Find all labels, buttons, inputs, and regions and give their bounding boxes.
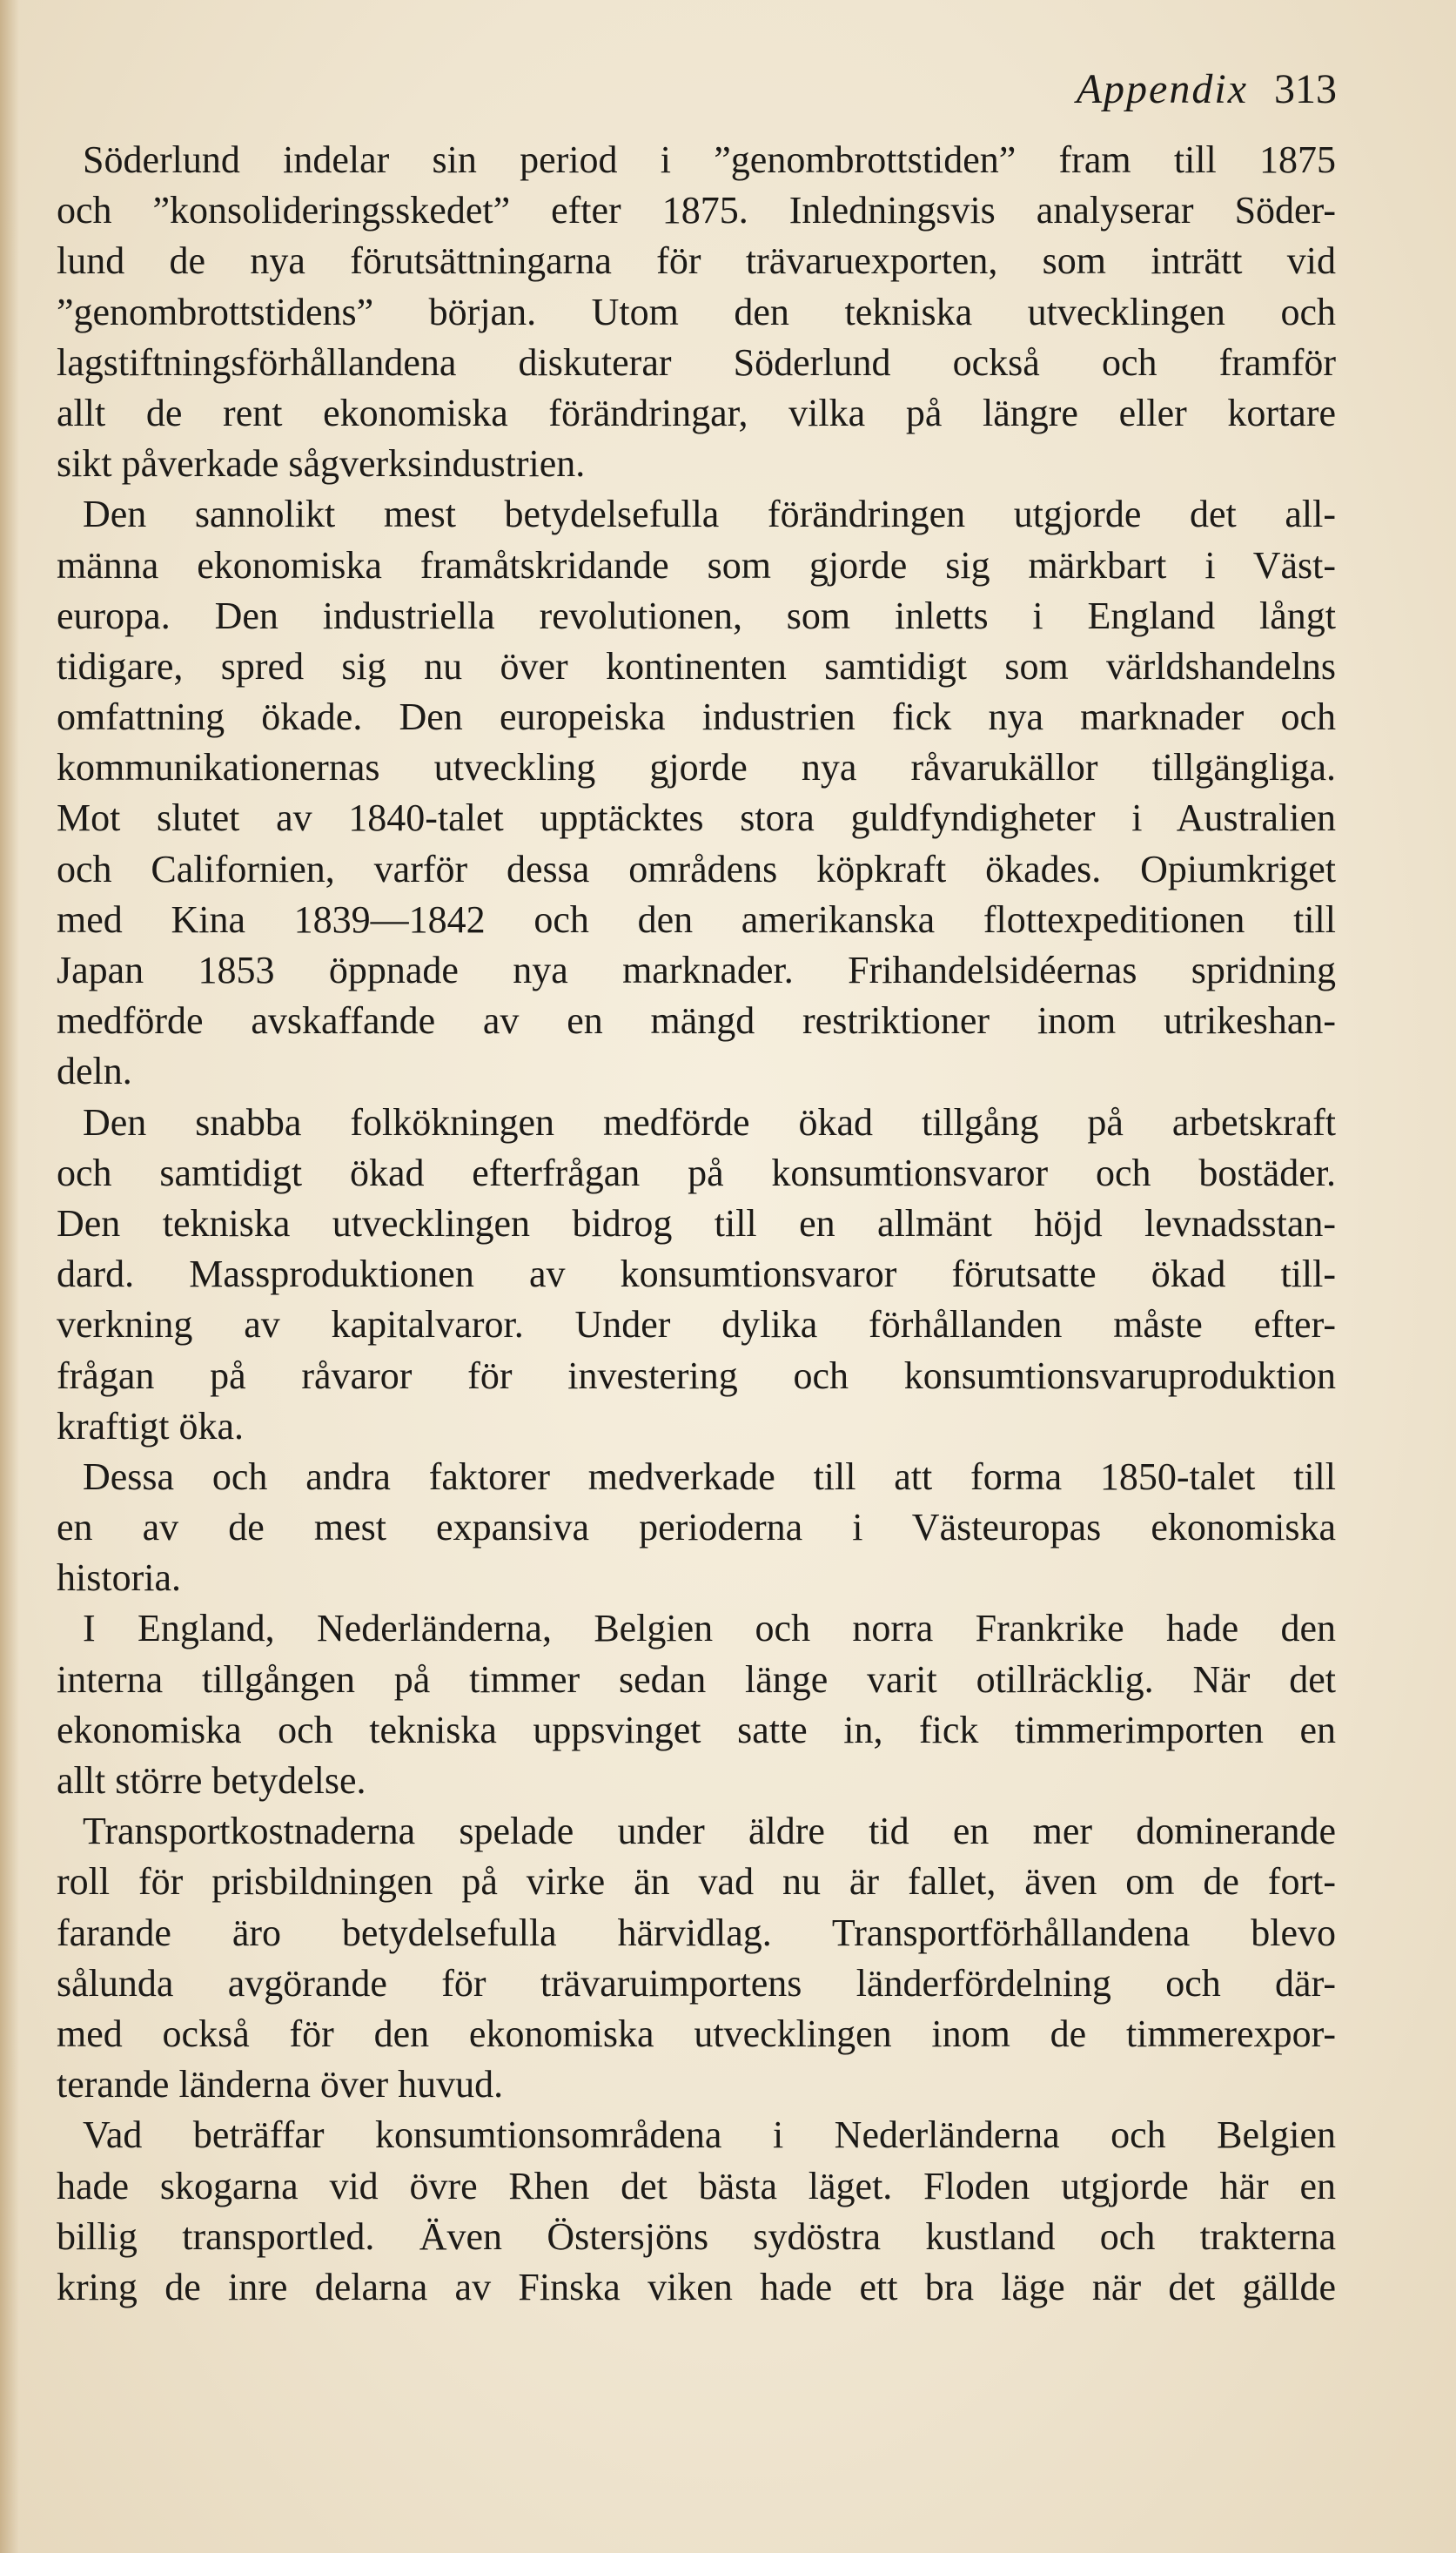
- text-line: Den sannolikt mest betydelsefulla förändringen utgjorde det all-: [83, 493, 1336, 536]
- page-number: 313: [1274, 66, 1337, 112]
- paragraph: [57, 135, 1336, 489]
- running-header-title: Appendix: [1076, 66, 1248, 112]
- text-line: Vad beträffar konsumtionsområdena i Nederländerna och Belgien: [83, 2113, 1336, 2157]
- text-line: en av de mest expansiva perioderna i Västeuropas ekonomiska: [57, 1506, 1336, 1549]
- text-line: interna tillgången på timmer sedan länge varit otillräcklig. När det: [57, 1657, 1336, 1701]
- text-line: männa ekonomiska framåtskridande som gjorde sig märkbart i Väst-: [57, 543, 1336, 587]
- text-line: Den snabba folkökningen medförde ökad tillgång på arbetskraft: [83, 1100, 1336, 1144]
- text-line: hade skogarna vid övre Rhen det bästa läget. Floden utgjorde här en: [57, 2164, 1336, 2207]
- text-line: ”genombrottstidens” början. Utom den tekniska utvecklingen och: [57, 290, 1336, 333]
- text-line: deln.: [57, 1050, 132, 1093]
- text-line: med också för den ekonomiska utvecklingen inom de timmerexpor-: [57, 2012, 1336, 2055]
- text-line: dard. Massproduktionen av konsumtionsvaror förutsatte ökad till-: [57, 1253, 1336, 1296]
- text-line: sikt påverkade sågverksindustrien.: [57, 442, 586, 486]
- text-line: Söderlund indelar sin period i ”genombrottstiden” fram till 1875: [83, 138, 1336, 181]
- text-line: kring de inre delarna av Finska viken hade ett bra läge när det gällde: [57, 2265, 1336, 2308]
- text-line: medförde avskaffande av en mängd restriktioner inom utrikeshan-: [57, 999, 1336, 1043]
- text-line: lagstiftningsförhållandena diskuterar Söderlund också och framför: [57, 340, 1336, 384]
- text-line: Mot slutet av 1840-talet upptäcktes stora guldfyndigheter i Australien: [57, 796, 1336, 840]
- page-edge-shadow: [0, 0, 19, 2553]
- paragraph: [57, 1806, 1336, 2110]
- text-line: allt de rent ekonomiska förändringar, vilka på längre eller kortare: [57, 391, 1336, 434]
- text-line: terande länderna över huvud.: [57, 2063, 504, 2106]
- text-line: och Californien, varför dessa områdens köpkraft ökades. Opiumkriget: [57, 847, 1336, 890]
- text-line: omfattning ökade. Den europeiska industrien fick nya marknader och: [57, 695, 1336, 739]
- text-line: med Kina 1839—1842 och den amerikanska flottexpeditionen till: [57, 897, 1336, 941]
- text-line: Japan 1853 öppnade nya marknader. Frihandelsidéernas spridning: [57, 949, 1336, 991]
- text-line: och samtidigt ökad efterfrågan på konsumtionsvaror och bostäder.: [57, 1151, 1336, 1194]
- text-line: europa. Den industriella revolutionen, som inletts i England långt: [57, 594, 1336, 637]
- running-header: [1077, 65, 1337, 118]
- text-line: Den tekniska utvecklingen bidrog till en allmänt höjd levnadsstan-: [57, 1201, 1336, 1245]
- paragraph: [57, 1603, 1336, 1806]
- paragraph: [57, 489, 1336, 1097]
- text-line: och ”konsolideringsskedet” efter 1875. Inledningsvis analyserar Söder-: [57, 189, 1336, 232]
- text-line: kommunikationernas utveckling gjorde nya råvarukällor tillgängliga.: [57, 746, 1336, 789]
- paragraph: [57, 1098, 1336, 1452]
- text-line: frågan på råvaror för investering och konsumtionsvaruproduktion: [57, 1354, 1336, 1397]
- text-line: roll för prisbildningen på virke än vad nu är fallet, även om de fort-: [57, 1860, 1336, 1904]
- text-line: sålunda avgörande för trävaruimportens länderfördelning och där-: [57, 1961, 1336, 2005]
- paragraph: [57, 2110, 1336, 2313]
- text-line: historia.: [57, 1556, 181, 1600]
- text-line: I England, Nederländerna, Belgien och norra Frankrike hade den: [83, 1607, 1336, 1650]
- text-line: ekonomiska och tekniska uppsvinget satte in, fick timmerimporten en: [57, 1708, 1336, 1751]
- body-text: [57, 135, 1336, 2313]
- text-line: allt större betydelse.: [57, 1759, 366, 1802]
- text-line: kraftigt öka.: [57, 1404, 245, 1448]
- text-line: billig transportled. Även Östersjöns sydöstra kustland och trakterna: [57, 2214, 1336, 2258]
- text-line: Transportkostnaderna spelade under äldre tid en mer dominerande: [83, 1810, 1336, 1853]
- text-line: farande äro betydelsefulla härvidlag. Transportförhållandena blevo: [57, 1911, 1336, 1954]
- paragraph: [57, 1452, 1336, 1604]
- text-line: Dessa och andra faktorer medverkade till att forma 1850-talet till: [83, 1455, 1336, 1498]
- text-line: verkning av kapitalvaror. Under dylika förhållanden måste efter-: [57, 1303, 1336, 1347]
- text-line: tidigare, spred sig nu över kontinenten samtidigt som världshandelns: [57, 644, 1336, 688]
- text-line: lund de nya förutsättningarna för trävaruexporten, som inträtt vid: [57, 239, 1336, 283]
